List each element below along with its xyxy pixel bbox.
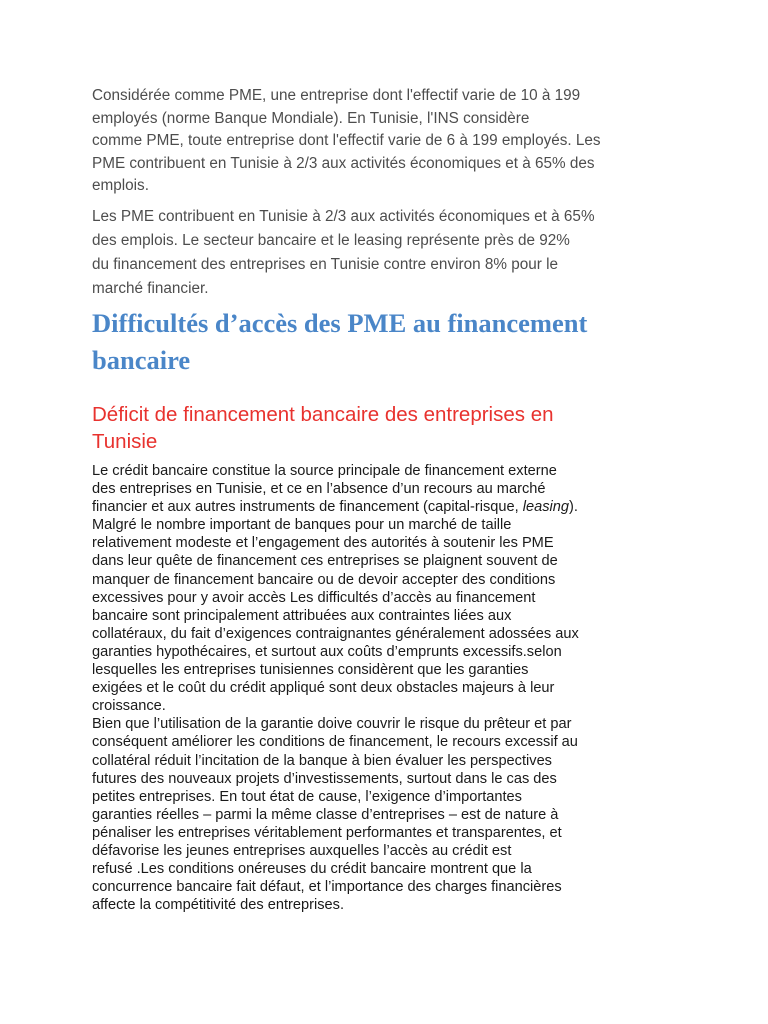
text-line: défavorise les jeunes entreprises auxquelles l’accès au crédit est [92, 842, 512, 859]
text-line: relativement modeste et l’engagement des autorités à soutenir les PME [92, 535, 554, 552]
text-line: exigées et le coût du crédit appliqué sont deux obstacles majeurs à leur [92, 680, 555, 697]
text-line: comme PME, toute entreprise dont l'effectif varie de 6 à 199 employés. Les [92, 132, 601, 149]
text-line: PME contribuent en Tunisie à 2/3 aux activités économiques et à 65% des [92, 154, 595, 172]
body-paragraph [92, 462, 692, 914]
text-line: du financement des entreprises en Tunisie contre environ 8% pour le [92, 256, 558, 273]
text-line: futures des nouveaux projets d’investissements, surtout dans le cas des [92, 770, 557, 787]
text-line: garanties hypothécaires, et surtout aux coûts d’emprunts excessifs.selon [92, 643, 562, 660]
text-line: dans leur quête de financement ces entreprises se plaignent souvent de [92, 553, 558, 570]
text-line: lesquelles les entreprises tunisiennes considèrent que les garanties [92, 662, 529, 679]
subheading-line: Déficit de financement bancaire des entreprises en [92, 403, 554, 426]
text-line: Malgré le nombre important de banques pour un marché de taille [92, 517, 512, 534]
text-line: des emplois. Le secteur bancaire et le leasing représente près de 92% [92, 232, 570, 249]
text-line: bancaire sont principalement attribuées aux contraintes liées aux [92, 607, 512, 624]
text-line: employés (norme Banque Mondiale). En Tunisie, l'INS considère [92, 109, 530, 127]
text-line: manquer de financement bancaire ou de devoir accepter des conditions [92, 571, 556, 588]
section-heading [92, 305, 732, 378]
text-line: concurrence bancaire fait défaut, et l’importance des charges financières [92, 879, 562, 896]
heading-line: Difficultés d’accès des PME au financement [92, 308, 588, 338]
text-line: excessives pour y avoir accès Les difficultés d’accès au financement [92, 589, 536, 606]
text-line: des entreprises en Tunisie, et ce en l’absence d’un recours au marché [92, 481, 546, 498]
text-line: conséquent améliorer les conditions de financement, le recours excessif au [92, 734, 578, 751]
text-line: marché financier. [92, 280, 209, 297]
italic-term: leasing [522, 499, 569, 516]
text-line [92, 498, 692, 516]
text-line: Bien que l’utilisation de la garantie doive couvrir le risque du prêteur et par [92, 716, 572, 733]
text-line: refusé .Les conditions onéreuses du crédit bancaire montrent que la [92, 861, 532, 878]
text-line: pénaliser les entreprises véritablement performantes et transparentes, et [92, 824, 562, 841]
text-line: Considérée comme PME, une entreprise dont l'effectif varie de 10 à 199 [92, 87, 581, 104]
intro-paragraph-2 [92, 205, 692, 301]
heading-line: bancaire [92, 345, 191, 375]
text-line: garanties réelles – parmi la même classe d’entreprises – est de nature à [92, 806, 559, 823]
text-line: collatéraux, du fait d’exigences contraignantes généralement adossées aux [92, 625, 579, 642]
text-line: collatéral réduit l’incitation de la banque à bien évaluer les perspectives [92, 752, 552, 769]
text-fragment: financier et aux autres instruments de financement (capital-risque, [92, 499, 523, 516]
text-line: petites entreprises. En tout état de cause, l’exigence d’importantes [92, 788, 522, 805]
text-line: affecte la compétitivité des entreprises. [92, 897, 345, 914]
text-line: emplois. [92, 177, 149, 194]
subheading-line: Tunisie [92, 430, 158, 453]
intro-paragraph-1 [92, 85, 692, 198]
text-fragment: ). [568, 499, 578, 516]
text-line: croissance. [92, 698, 166, 715]
text-line: Les PME contribuent en Tunisie à 2/3 aux activités économiques et à 65% [92, 208, 595, 225]
text-line: Le crédit bancaire constitue la source principale de financement externe [92, 463, 557, 479]
subsection-heading [92, 401, 732, 455]
